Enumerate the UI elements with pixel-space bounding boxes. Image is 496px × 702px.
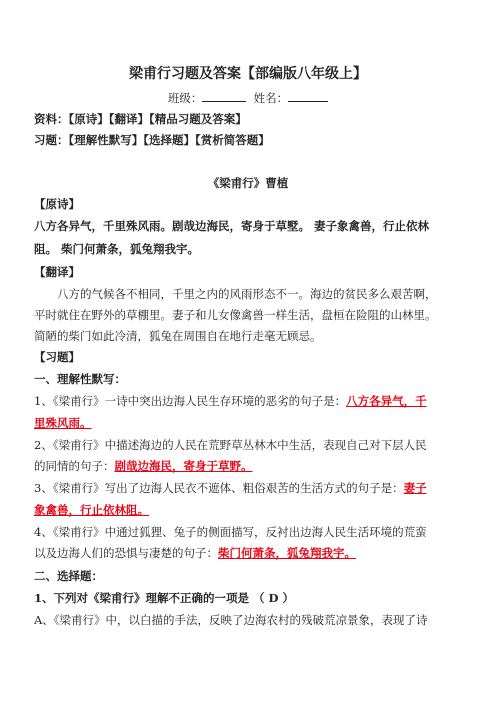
mc-question-1: 1、下列对《梁甫行》理解不正确的一项是 （ D ）: [34, 591, 294, 605]
question-1-text: 1、《梁甫行》一诗中突出边海人民生存环境的恶劣的句子是：: [34, 394, 347, 408]
question-1-answer-part-1: 八方各异气，千: [346, 394, 427, 408]
question-2-text: 的同情的句子：: [34, 459, 115, 473]
section-translation-heading: 【翻译】: [34, 265, 80, 279]
translation-line-3: 简陋的柴门如此冷清，狐兔在周围自在地行走毫无顾忌。: [34, 329, 322, 343]
document-title: 梁甫行习题及答案【部编版八年级上】: [129, 66, 367, 82]
resources-line: 资料：【原诗】【翻译】【精品习题及答案】: [34, 112, 247, 126]
question-4-answer: 柴门何萧条，狐兔翔我宇。: [218, 546, 356, 560]
question-2-answer: 剧哉边海民，寄身于草野。: [114, 459, 253, 473]
question-1-line-2: [34, 414, 466, 432]
section-exercises-heading: 【习题】: [34, 350, 80, 364]
question-1-line-1: [34, 392, 466, 410]
exercises-list-line: 习题：【理解性默写】【选择题】【赏析简答题】: [34, 133, 270, 147]
question-3-answer-part-1: 妻子: [403, 481, 427, 495]
part2-heading: 二、选择题：: [34, 569, 103, 583]
class-blank: [202, 89, 246, 102]
question-1-answer-part-2: 里殊风雨。: [34, 416, 92, 430]
name-label: 姓名：: [253, 91, 289, 105]
question-2-line-2: [34, 457, 466, 475]
question-3-answer-part-2: 象禽兽，行止依林阻。: [34, 503, 149, 517]
mc-question-1-option-a: A、《梁甫行》中，以白描的手法，反映了边海农村的残破荒凉景象，表现了诗: [34, 613, 428, 627]
poem-line-1: 八方各异气，千里殊风雨。剧哉边海民，寄身于草墅。 妻子象禽兽，行止依林: [34, 219, 429, 233]
question-4-line-1: 4、《梁甫行》中通过狐狸、兔子的侧面描写，反衬出边海人民生活环境的荒蛮: [34, 525, 427, 539]
class-label: 班级：: [167, 91, 203, 105]
translation-line-2: 平时就住在野外的草棚里。妻子和儿女像禽兽一样生活，盘桓在险阻的山林里。: [34, 308, 437, 322]
part1-heading: 一、理解性默写：: [34, 372, 126, 386]
section-original-heading: 【原诗】: [34, 197, 80, 211]
question-3-text: 3、《梁甫行》写出了边海人民衣不遮体、粗俗艰苦的生活方式的句子是：: [34, 481, 404, 495]
poem-title: 《梁甫行》曹植: [207, 176, 289, 190]
translation-line-1: 八方的气候各不相同，千里之内的风雨形态不一。海边的贫民多么艰苦啊，: [57, 287, 437, 301]
question-3-line-1: [34, 479, 466, 497]
poem-line-2: 阻。 柴门何萧条，狐兔翔我宇。: [34, 242, 200, 256]
name-blank: [288, 89, 328, 102]
student-info-row: [0, 89, 496, 107]
question-3-line-2: [34, 501, 466, 519]
question-4-line-2: [34, 544, 466, 562]
question-2-line-1: 2、《梁甫行》中描述海边的人民在荒野草丛林木中生活，表现自己对下层人民: [34, 438, 427, 452]
question-4-text: 以及边海人们的恐惧与凄楚的句子：: [34, 546, 218, 560]
